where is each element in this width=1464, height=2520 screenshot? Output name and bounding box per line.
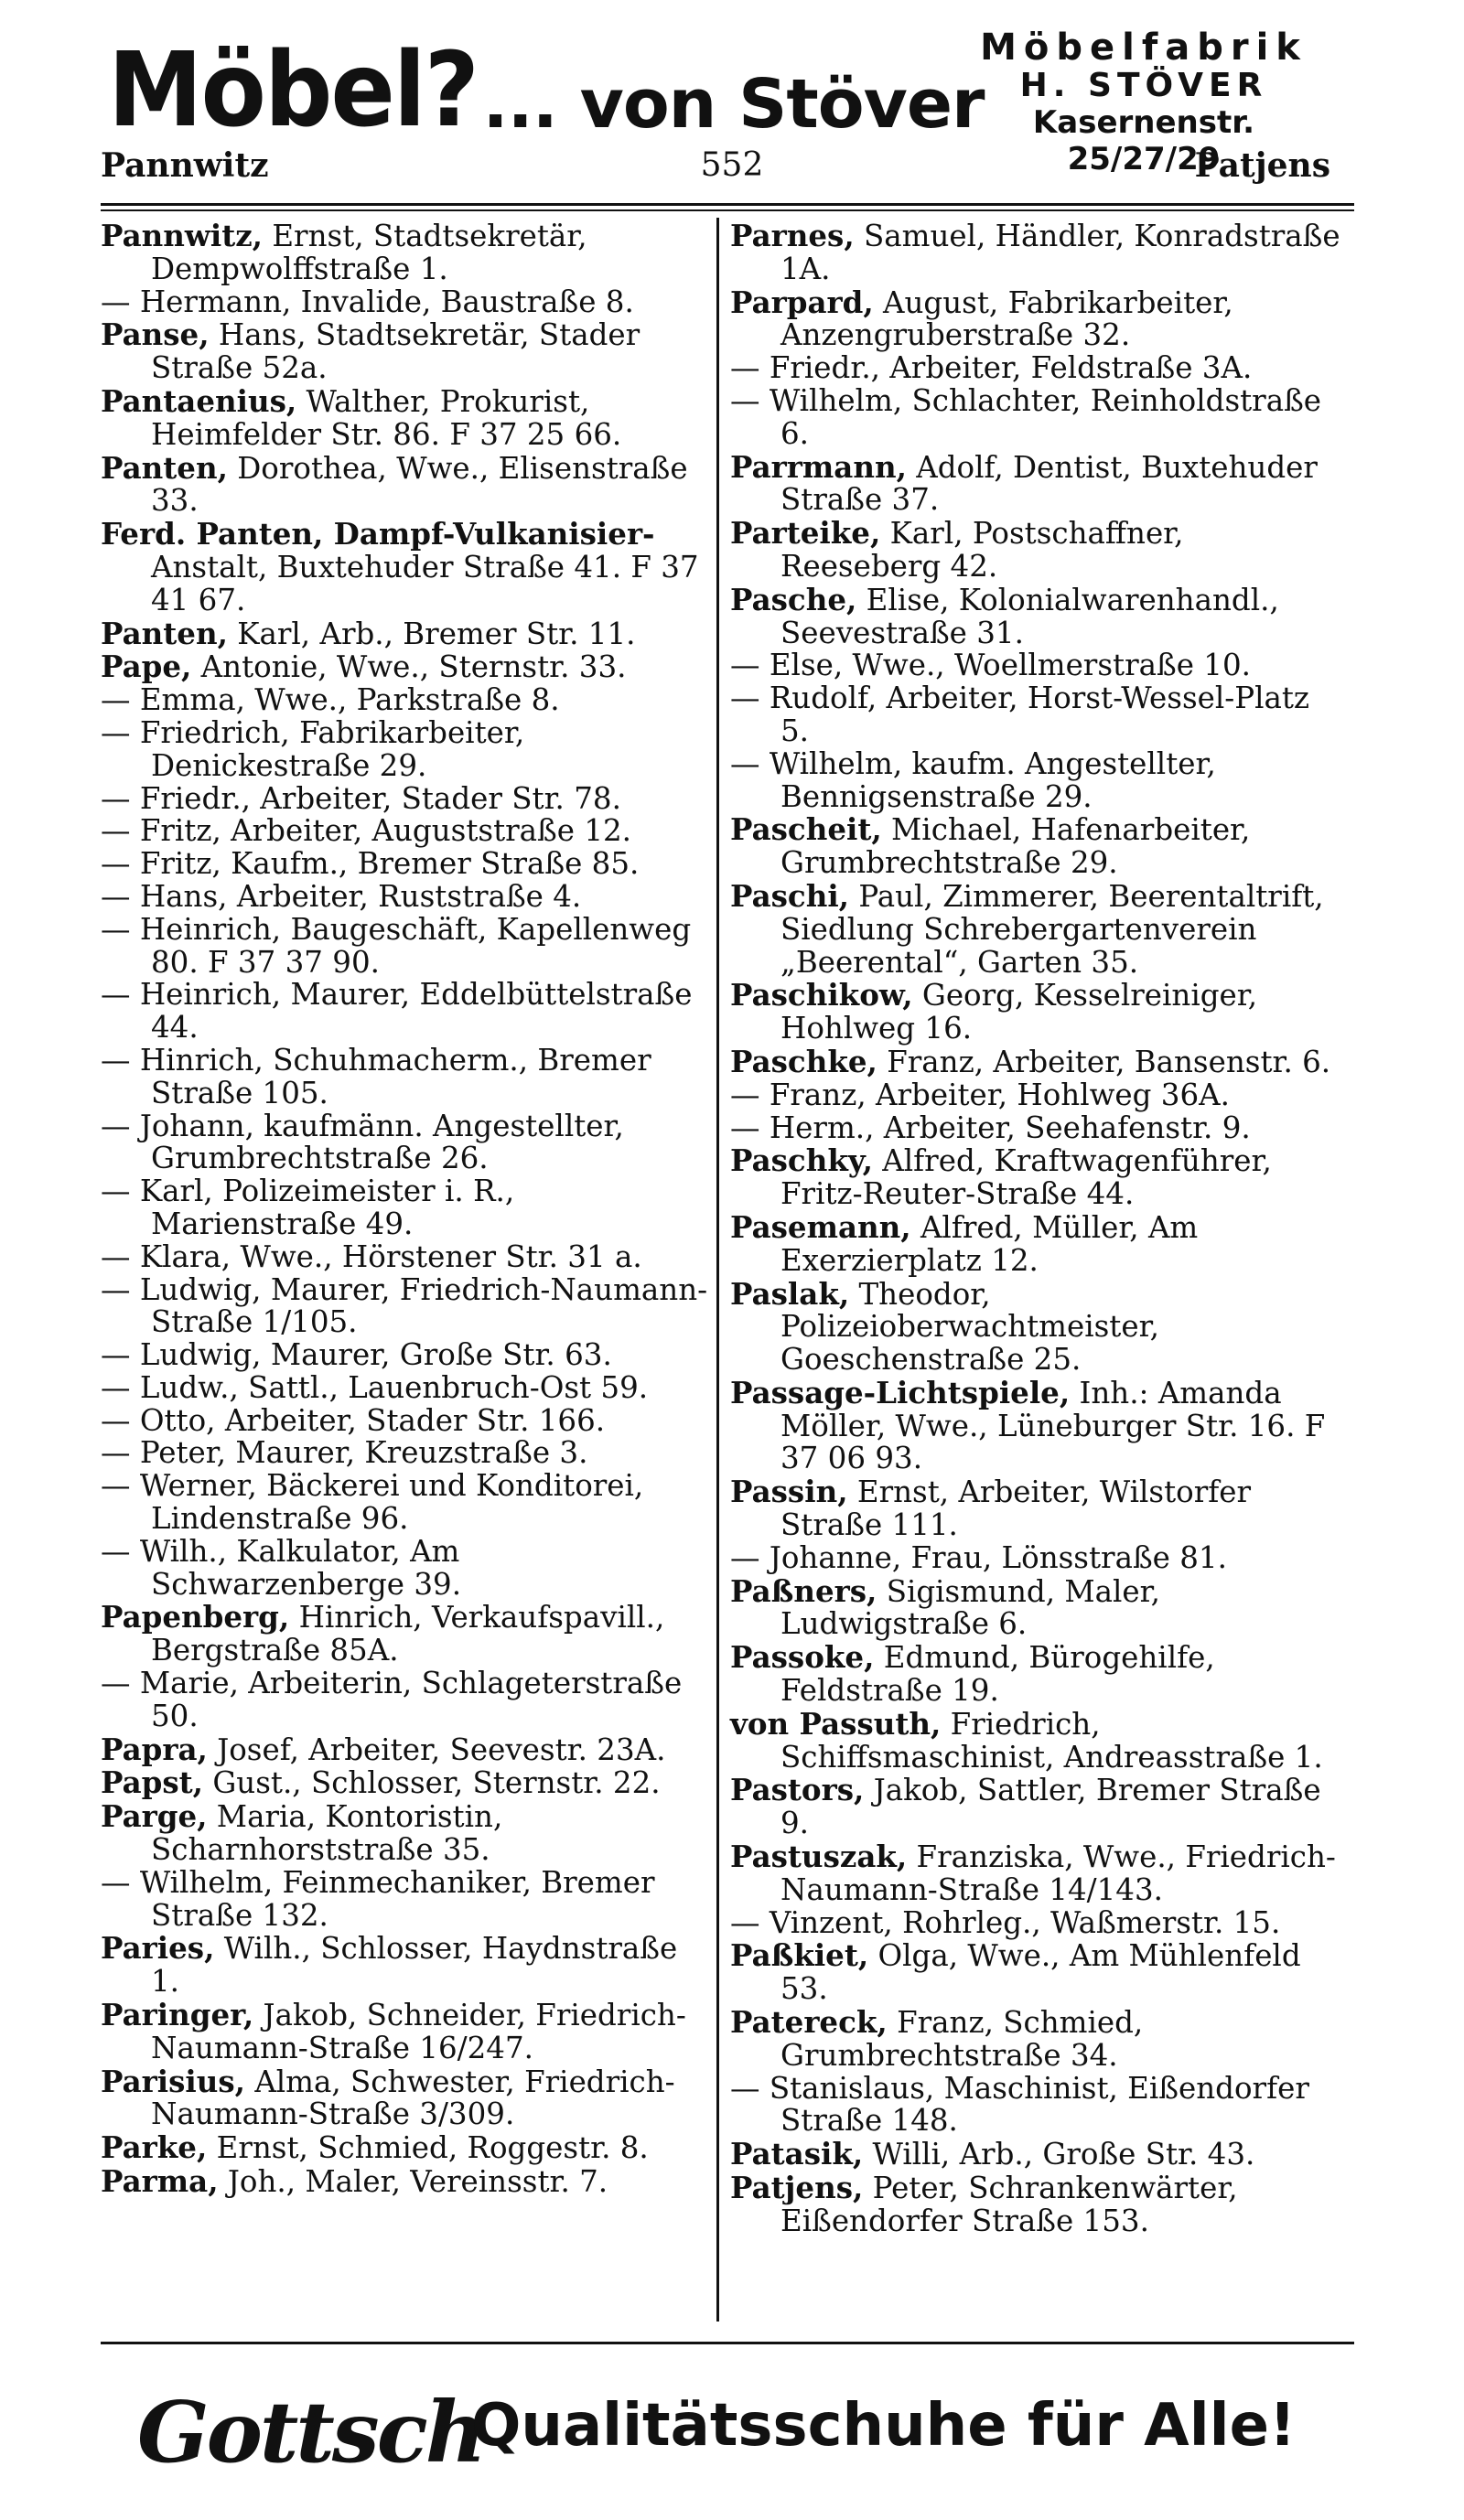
entry-details: — Ludw., Sattl., Lauenbruch-Ost 59.: [101, 1369, 649, 1405]
directory-entry: [101, 878, 709, 914]
running-head: [0, 146, 1464, 192]
directory-entry: [101, 1271, 709, 1340]
entry-details: — Werner, Bäckerei und Konditorei, Lindenstraße 96.: [101, 1468, 644, 1537]
ad-headline: [108, 29, 985, 150]
entry-details: Ernst, Stadtsekretär, Dempwolffstraße 1.: [151, 219, 587, 286]
directory-entry: [730, 813, 1343, 880]
entry-name: Papenberg,: [101, 1599, 290, 1635]
entry-details: — Heinrich, Baugeschäft, Kapellenweg 80. F 37 37 90.: [101, 911, 692, 980]
ad-brand-logo: Gottsch: [137, 2383, 484, 2482]
directory-entry: [730, 1774, 1343, 1840]
directory-entry: [730, 877, 1343, 980]
entry-details: Hans, Stadtsekretär, Stader Straße 52a.: [151, 317, 640, 386]
entry-name: Papra,: [101, 1731, 208, 1767]
directory-entry: [101, 684, 709, 717]
directory-entry: [101, 286, 709, 319]
directory-entry: [730, 1475, 1343, 1542]
entry-details: Theodor, Polizeioberwachtmeister, Goeschenstraße 25.: [780, 1276, 1159, 1378]
entry-details: — Peter, Maurer, Kreuzstraße 3.: [101, 1435, 588, 1471]
entry-name: Pasche,: [730, 581, 857, 617]
entry-name: Patereck,: [730, 2004, 888, 2041]
entry-details: Wilh., Schlosser, Haydnstraße 1.: [151, 1931, 678, 2000]
directory-entry: [730, 286, 1343, 353]
directory-entry: [101, 1800, 709, 1867]
entry-details: Olga, Wwe., Am Mühlenfeld 53.: [780, 1938, 1301, 2007]
entry-details: Jakob, Schneider, Friedrich-Naumann-Straße 16/247.: [151, 1998, 686, 2065]
ad-box-line3: Kasernenstr. 25/27/29: [1032, 104, 1255, 177]
entry-details: — Hans, Arbeiter, Ruststraße 4.: [101, 878, 582, 914]
directory-entry: [730, 2070, 1343, 2139]
entry-name: Pastors,: [730, 1772, 865, 1808]
entry-details: Karl, Arb., Bremer Str. 11.: [227, 616, 636, 651]
entry-name: Pannwitz,: [101, 218, 263, 253]
directory-entry: [730, 1939, 1343, 2006]
entry-details: Anstalt, Buxtehuder Straße 41. F 37 41 67.: [151, 549, 699, 617]
directory-entry: [101, 1766, 709, 1800]
entry-name: Paringer,: [101, 1997, 254, 2033]
directory-entry: [730, 517, 1343, 584]
entry-details: — Ludwig, Maurer, Friedrich-Naumann-Straße 1/105.: [101, 1271, 708, 1340]
entry-details: — Emma, Wwe., Parkstraße 8.: [101, 682, 560, 718]
entry-name: Parke,: [101, 2129, 208, 2166]
entry-name: Paschky,: [730, 1142, 873, 1179]
directory-entry: [101, 2131, 709, 2165]
entry-details: — Friedrich, Fabrikarbeiter, Denickestraße 29.: [101, 714, 525, 783]
entry-details: Alfred, Müller, Am Exerzierplatz 12.: [780, 1209, 1199, 1278]
entry-details: — Wilh., Kalkulator, Am Schwarzenberge 39.: [101, 1533, 462, 1602]
right-column: [730, 220, 1343, 2238]
directory-entry: [101, 318, 709, 385]
entry-details: Inh.: Amanda Möller, Wwe., Lüneburger Str. 16. F 37 06 93.: [780, 1375, 1326, 1476]
directory-entry: [101, 2065, 709, 2132]
directory-entry: [101, 1339, 709, 1372]
entry-name: Passin,: [730, 1474, 848, 1510]
entry-details: Dorothea, Wwe., Elisenstraße 33.: [151, 450, 688, 519]
entry-details: Paul, Zimmerer, Beerentaltrift, Siedlung Schrebergartenverein „Beerental“, Garten 35.: [780, 878, 1324, 980]
directory-entry: [101, 1999, 709, 2065]
directory-entry: [730, 382, 1343, 451]
entry-details: Edmund, Bürogehilfe, Feldstraße 19.: [780, 1640, 1215, 1709]
directory-entry: [730, 1641, 1343, 1708]
directory-entry: [101, 1667, 709, 1733]
directory-entry: [101, 714, 709, 783]
directory-entry: [101, 2165, 709, 2199]
directory-entry: [101, 449, 709, 519]
ad-headline-tail: ... von Stöver: [482, 65, 985, 144]
directory-entry: [730, 352, 1343, 385]
entry-details: — Rudolf, Arbeiter, Horst-Wessel-Platz 5.: [730, 681, 1310, 748]
directory-entry: [730, 1572, 1343, 1642]
entry-name: Pastuszak,: [730, 1839, 908, 1875]
entry-details: Alfred, Kraftwagenführer, Fritz-Reuter-Straße 44.: [780, 1143, 1272, 1212]
directory-entry: [730, 1112, 1343, 1145]
directory-entry: [730, 1840, 1343, 1907]
directory-entry: [730, 979, 1343, 1046]
entry-details: Antonie, Wwe., Sternstr. 33.: [191, 649, 627, 685]
running-head-right: Patjens: [1194, 146, 1330, 185]
entry-details: — Wilhelm, Feinmechaniker, Bremer Straße 132.: [101, 1864, 655, 1933]
entry-details: Elise, Kolonialwarenhandl., Seevestraße 31.: [780, 582, 1279, 650]
entry-name: Pascheit,: [730, 811, 882, 848]
entry-details: Alma, Schwester, Friedrich-Naumann-Straße 3/309.: [151, 2064, 675, 2132]
directory-entry: [730, 1079, 1343, 1112]
left-column: [101, 220, 709, 2199]
directory-entry: [101, 1601, 709, 1667]
directory-entry: [730, 1539, 1343, 1575]
directory-entry: [101, 518, 709, 617]
directory-entry: [730, 2006, 1343, 2073]
entry-name: Papst,: [101, 1764, 203, 1801]
directory-entry: [730, 220, 1343, 286]
entry-details: Peter, Schrankenwärter, Eißendorfer Straße 153.: [780, 2171, 1238, 2238]
entry-details: — Karl, Polizeimeister i. R., Marienstraße 49.: [101, 1174, 515, 1241]
directory-entry: [730, 1705, 1343, 1775]
entry-name: Paschi,: [730, 877, 849, 914]
entry-details: — Marie, Arbeiterin, Schlageterstraße 50.: [101, 1666, 683, 1733]
directory-entry: [730, 1374, 1343, 1476]
directory-entry: [101, 1437, 709, 1470]
entry-details: — Friedr., Arbeiter, Stader Str. 78.: [101, 780, 621, 816]
directory-entry: [101, 815, 709, 848]
directory-entry: [101, 1369, 709, 1405]
directory-entry: [101, 617, 709, 651]
directory-entry: [101, 979, 709, 1045]
entry-name: Parteike,: [730, 515, 881, 552]
entry-details: Walther, Prokurist, Heimfelder Str. 86. F 37 25 66.: [151, 383, 622, 452]
entry-name: Paries,: [101, 1930, 215, 1967]
entry-details: Franziska, Wwe., Friedrich-Naumann-Straße 14/143.: [780, 1839, 1336, 1907]
entry-details: — Heinrich, Maurer, Eddelbüttelstraße 44.: [101, 977, 693, 1046]
ad-headline-main: Möbel?: [108, 29, 478, 150]
column-divider: [716, 218, 719, 2322]
directory-entry: [101, 780, 709, 816]
directory-entry: [730, 1904, 1343, 1940]
entry-name: Panten,: [101, 449, 228, 486]
entry-name: Paslak,: [730, 1275, 850, 1312]
directory-entry: [730, 1275, 1343, 1378]
directory-entry: [101, 1175, 709, 1241]
entry-details: Friedrich, Schiffsmaschinist, Andreasstraße 1.: [780, 1706, 1323, 1775]
ad-box-line2: H. STÖVER: [1019, 67, 1268, 104]
directory-entry: [101, 382, 709, 452]
entry-name: Ferd. Panten, Dampf-Vulkanisier-: [101, 516, 655, 552]
entry-details: — Hinrich, Schuhmacherm., Bremer Straße 105.: [101, 1042, 651, 1110]
directory-entry: [101, 848, 709, 881]
entry-name: Panten,: [101, 615, 228, 651]
entry-name: Paßkiet,: [730, 1937, 869, 1974]
entry-details: — Wilhelm, Schlachter, Reinholdstraße 6.: [730, 382, 1322, 451]
entry-name: Parma,: [101, 2163, 219, 2200]
directory-entry: [730, 448, 1343, 518]
entry-details: Ernst, Arbeiter, Wilstorfer Straße 111.: [780, 1474, 1252, 1543]
entry-details: Karl, Postschaffner, Reeseberg 42.: [780, 516, 1184, 584]
running-head-left: Pannwitz: [101, 146, 269, 185]
directory-entry: [101, 220, 709, 286]
entry-name: Panse,: [101, 316, 210, 353]
directory-entry: [730, 682, 1343, 748]
entry-details: Adolf, Dentist, Buxtehuder Straße 37.: [780, 449, 1318, 518]
page-number: 552: [700, 146, 764, 184]
entry-details: Franz, Schmied, Grumbrechtstraße 34.: [780, 2005, 1144, 2073]
directory-entry: [101, 911, 709, 980]
entry-name: Patasik,: [730, 2136, 864, 2172]
entry-details: Samuel, Händler, Konradstraße 1A.: [780, 219, 1340, 286]
directory-entry: [101, 1932, 709, 1999]
entry-name: Parpard,: [730, 284, 874, 320]
entry-details: Ernst, Schmied, Roggestr. 8.: [207, 2130, 649, 2166]
entry-details: — Vinzent, Rohrleg., Waßmerstr. 15.: [730, 1904, 1281, 1940]
entry-name: Pape,: [101, 649, 192, 685]
directory-entry: [101, 1864, 709, 1933]
entry-details: — Hermann, Invalide, Baustraße 8.: [101, 284, 634, 319]
directory-entry: [730, 1144, 1343, 1211]
directory-entry: [101, 1241, 709, 1274]
entry-details: Joh., Maler, Vereinsstr. 7.: [218, 2164, 608, 2200]
entry-details: Georg, Kesselreiniger, Hohlweg 16.: [780, 978, 1258, 1046]
entry-name: Parnes,: [730, 218, 855, 253]
entry-details: — Else, Wwe., Woellmerstraße 10.: [730, 648, 1251, 683]
entry-name: Parge,: [101, 1798, 208, 1835]
entry-name: Passoke,: [730, 1639, 875, 1676]
directory-entry: [730, 2171, 1343, 2238]
entry-name: Pasemann,: [730, 1208, 911, 1245]
entry-details: — Wilhelm, kaufm. Angestellter, Bennigsenstraße 29.: [730, 745, 1216, 814]
entry-details: Jakob, Sattler, Bremer Straße 9.: [780, 1773, 1321, 1841]
entry-name: Pantaenius,: [101, 382, 297, 419]
entry-details: — Fritz, Arbeiter, Auguststraße 12.: [101, 813, 632, 849]
entry-details: Franz, Arbeiter, Bansenstr. 6.: [877, 1044, 1331, 1079]
entry-details: August, Fabrikarbeiter, Anzengruberstraße 32.: [780, 284, 1233, 353]
entry-name: Patjens,: [730, 2170, 864, 2206]
directory-entry: [101, 1533, 709, 1602]
bottom-advertisement: [0, 2355, 1464, 2502]
ad-box-line1: Möbelfabrik: [980, 27, 1308, 69]
entry-details: Maria, Kontoristin, Scharnhorststraße 35.: [151, 1799, 503, 1868]
directory-entry: [101, 1733, 709, 1767]
entry-details: Sigismund, Maler, Ludwigstraße 6.: [780, 1573, 1160, 1642]
header-rule-thin: [101, 209, 1354, 211]
directory-entry: [730, 1043, 1343, 1079]
entry-details: — Johanne, Frau, Lönsstraße 81.: [730, 1539, 1227, 1575]
entry-name: von Passuth,: [730, 1705, 942, 1742]
entry-details: Josef, Arbeiter, Seevestr. 23A.: [207, 1732, 666, 1767]
directory-entry: [101, 650, 709, 684]
directory-entry: [730, 581, 1343, 650]
entry-name: Passage-Lichtspiele,: [730, 1374, 1071, 1410]
entry-details: — Fritz, Kaufm., Bremer Straße 85.: [101, 846, 640, 882]
entry-name: Paschke,: [730, 1043, 877, 1079]
entry-details: — Klara, Wwe., Hörstener Str. 31 a.: [101, 1239, 642, 1274]
entry-name: Parrmann,: [730, 448, 907, 485]
footer-rule: [101, 2342, 1354, 2344]
directory-entry: [101, 1470, 709, 1536]
directory-entry: [730, 2138, 1343, 2171]
directory-entry: [730, 745, 1343, 814]
directory-entry: [101, 1402, 709, 1438]
header-rule: [101, 203, 1354, 206]
directory-entry: [730, 1208, 1343, 1278]
entry-details: Willi, Arb., Große Str. 43.: [863, 2137, 1255, 2172]
entry-details: — Johann, kaufmänn. Angestellter, Grumbrechtstraße 26.: [101, 1108, 624, 1176]
entry-details: — Ludwig, Maurer, Große Str. 63.: [101, 1337, 612, 1373]
ad-slogan: Qualitätsschuhe für Alle!: [471, 2392, 1297, 2460]
entry-name: Paßners,: [730, 1572, 877, 1609]
entry-details: — Friedr., Arbeiter, Feldstraße 3A.: [730, 350, 1253, 386]
directory-entry: [101, 1110, 709, 1176]
directory-entry: [101, 1042, 709, 1110]
entry-name: Parisius,: [101, 2063, 245, 2099]
entry-details: Michael, Hafenarbeiter, Grumbrechtstraße 29.: [780, 812, 1251, 881]
directory-entry: [730, 649, 1343, 682]
entry-name: Paschikow,: [730, 977, 913, 1013]
entry-details: Gust., Schlosser, Sternstr. 22.: [202, 1765, 661, 1801]
entry-details: — Stanislaus, Maschinist, Eißendorfer Straße 148.: [730, 2070, 1309, 2139]
entry-details: — Otto, Arbeiter, Stader Str. 166.: [101, 1402, 606, 1438]
entry-details: — Franz, Arbeiter, Hohlweg 36A.: [730, 1077, 1230, 1112]
entry-details: Hinrich, Verkaufspavill., Bergstraße 85A.: [151, 1600, 665, 1668]
entry-details: — Herm., Arbeiter, Seehafenstr. 9.: [730, 1110, 1251, 1145]
